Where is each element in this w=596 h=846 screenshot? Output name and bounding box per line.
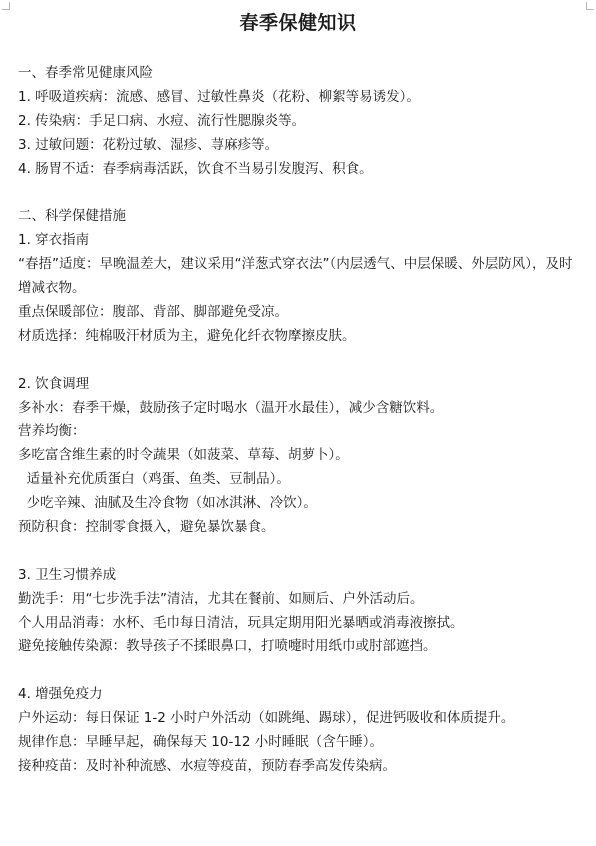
paragraph-routine: 规律作息：早睡早起，确保每天 10-12 小时睡眠（含午睡）。 [18,733,384,750]
paragraph-vegetables: 多吃富含维生素的时令蔬果（如菠菜、草莓、胡萝卜）。 [18,447,349,464]
paragraph-outdoor: 户外运动：每日保证 1-2 小时户外活动（如跳绳、踢球），促进钙吸收和体质提升。 [18,710,515,727]
paragraph-protein: 适量补充优质蛋白（鸡蛋、鱼类、豆制品）。 [18,471,290,488]
paragraph-material: 材质选择：纯棉吸汗材质为主，避免化纤衣物摩擦皮肤。 [18,327,356,344]
blank-line [18,540,584,564]
subheading-diet: 2. 饮食调理 [18,375,90,392]
paragraph-prevent-overeating: 预防积食：控制零食摄入，避免暴饮暴食。 [18,518,275,535]
list-item-respiratory: 1. 呼吸道疾病：流感、感冒、过敏性鼻炎（花粉、柳絮等易诱发）。 [18,88,420,105]
subheading-immunity: 4. 增强免疫力 [18,686,103,703]
document-body [18,62,584,779]
subheading-clothing: 1. 穿衣指南 [18,232,90,249]
paragraph-key-parts: 重点保暖部位：腹部、背部、脚部避免受凉。 [18,303,288,320]
paragraph-disinfect: 个人用品消毒：水杯、毛巾每日清洁，玩具定期用阳光暴晒或消毒液擦拭。 [18,614,464,631]
paragraph-avoid-food: 少吃辛辣、油腻及生冷食物（如冰淇淋、冷饮）。 [18,495,317,512]
subheading-hygiene: 3. 卫生习惯养成 [18,566,117,583]
paragraph-avoid-contact: 避免接触传染源：教导孩子不揉眼鼻口，打喷嚏时用纸巾或肘部遮挡。 [18,638,437,655]
list-item-allergy: 3. 过敏问题：花粉过敏、湿疹、荨麻疹等。 [18,136,279,153]
section-heading-risks: 一、春季常见健康风险 [18,65,153,81]
list-item-infectious: 2. 传染病：手足口病、水痘、流行性腮腺炎等。 [18,112,306,129]
paragraph-chunwu: “春捂”适度：早晚温差大，建议采用“洋葱式穿衣法”（内层透气、中层保暖、外层防风），及时增减衣物。 [18,256,573,297]
paragraph-handwash: 勤洗手：用“七步洗手法”清洁，尤其在餐前、如厕后、户外活动后。 [18,590,424,607]
paragraph-balance-label: 营养均衡： [18,423,86,440]
blank-line [18,181,584,205]
document-title: 春季保健知识 [239,12,357,34]
paragraph-water: 多补水：春季干燥，鼓励孩子定时喝水（温开水最佳），减少含糖饮料。 [18,399,444,416]
section-heading-measures: 二、科学保健措施 [18,208,126,225]
blank-line [18,659,584,683]
blank-line [18,349,584,373]
paragraph-vaccine: 接种疫苗：及时补种流感、水痘等疫苗，预防春季高发传染病。 [18,757,396,774]
list-item-stomach: 4. 肠胃不适：春季病毒活跃，饮食不当易引发腹泻、积食。 [18,160,373,177]
